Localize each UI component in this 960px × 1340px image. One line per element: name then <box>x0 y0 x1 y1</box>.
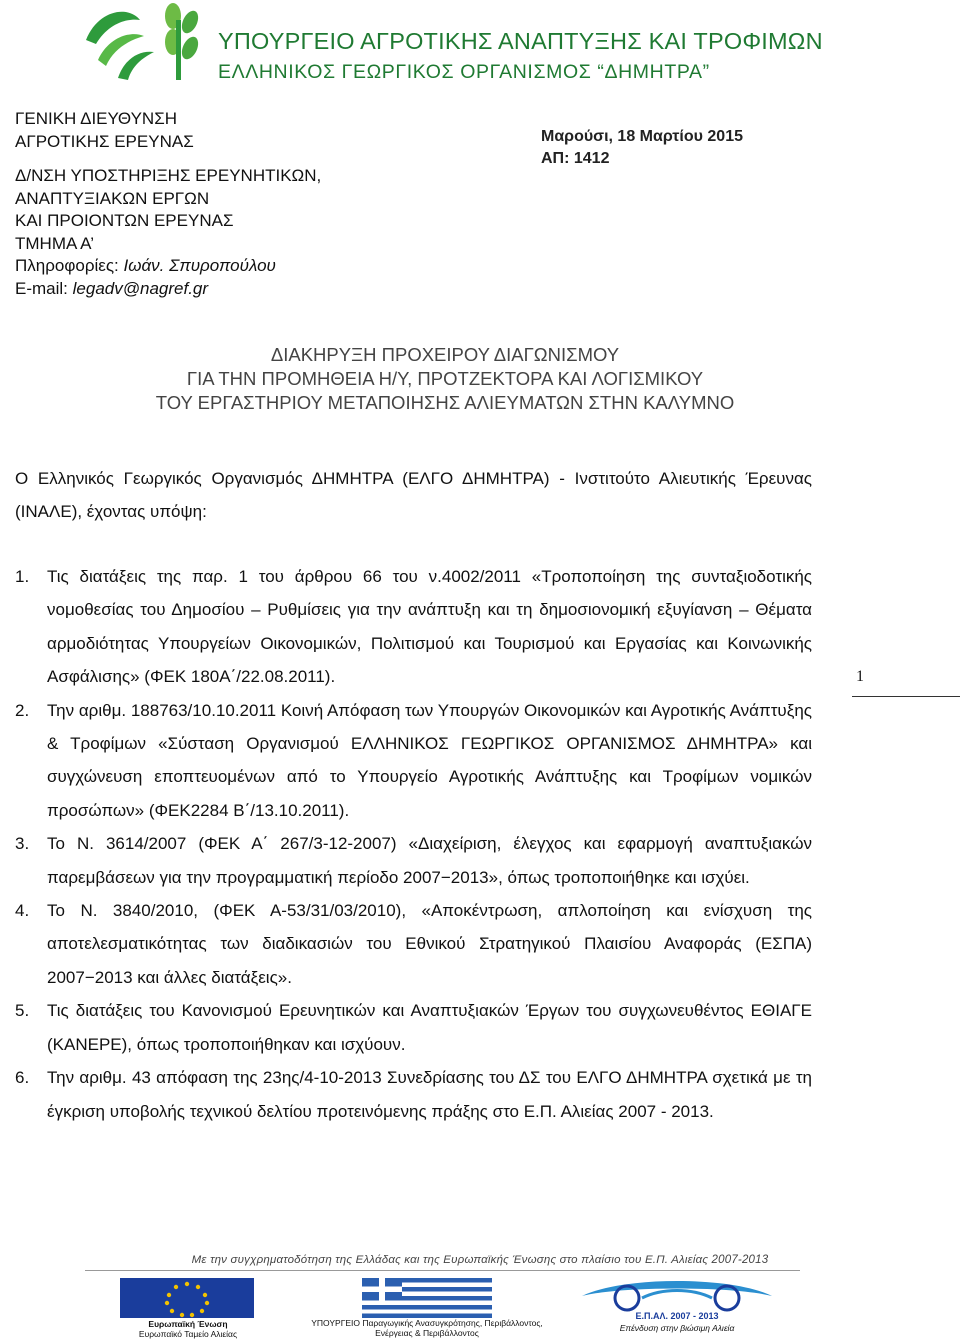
item-number: 1. <box>15 567 30 586</box>
page-number: 1 <box>856 668 864 685</box>
item-text: Την αριθμ. 43 απόφαση της 23ης/4-10-2013 Συνεδρίασης του ΔΣ του ΕΛΓΟ ΔΗΜΗΤΡΑ σχετικά με τη έγκριση υποβολής τεχνικού δελτίου προτεινόμενης πράξης στο Ε.Π. Αλιείας 2007 - 2013. <box>47 1068 812 1121</box>
item-number: 2. <box>15 700 30 720</box>
sender-line: ΑΝΑΠΤΥΞΙΑΚΩΝ ΕΡΓΩΝ <box>15 188 210 208</box>
eu-caption-line1: Ευρωπαϊκή Ένωση <box>148 1319 228 1329</box>
date-block <box>541 126 743 170</box>
epal-logo-text: Ε.Π.ΑΛ. 2007 - 2013 <box>635 1311 719 1321</box>
info-value: Ιωάν. Σπυροπούλου <box>123 256 276 275</box>
epal-caption: Επένδυση στην βιώσιμη Αλιεία <box>619 1323 735 1333</box>
page-number-rule <box>852 696 960 697</box>
organization-name: ΕΛΛΗΝΙΚΟΣ ΓΕΩΡΓΙΚΟΣ ΟΡΓΑΝΙΣΜΟΣ “ΔΗΜΗΤΡΑ” <box>218 61 710 83</box>
document-date: Μαρούσι, 18 Μαρτίου 2015 <box>541 128 743 145</box>
email-line <box>15 278 321 301</box>
info-line <box>15 255 321 278</box>
sender-line: ΓΕΝΙΚΗ ΔΙΕΥΘΥΝΣΗ <box>15 109 177 128</box>
ministry-caption-line1: ΥΠΟΥΡΓΕΙΟ Παραγωγικής Ανασυγκρότησης, Περιβάλλοντος, <box>311 1318 543 1328</box>
sender-line: ΑΓΡΟΤΙΚΗΣ ΕΡΕΥΝΑΣ <box>15 131 194 151</box>
document-title <box>0 343 890 415</box>
item-text: Τις διατάξεις της παρ. 1 του άρθρου 66 του ν.4002/2011 «Τροποποίηση της συνταξιοδοτικής νομοθεσίας του Δημοσίου – Ρυθμίσεις για την ανάπτυξη και τη δημοσιονομική εξυγίανση – Θέματα αρμοδιότητας Υπουργείων Οικονομικών, Πολιτισμού και Τουρισμού και Εργασίας και Κοινωνικής Ασφάλισης» (ΦΕΚ 180Α΄/22.08.2011). <box>47 567 812 687</box>
intro-paragraph: Ο Ελληνικός Γεωργικός Οργανισμός ΔΗΜΗΤΡΑ (ΕΛΓΟ ΔΗΜΗΤΡΑ) - Ινστιτούτο Αλιευτικής Έρευνας (ΙΝΑΛΕ), έχοντας υπόψη: <box>15 469 812 521</box>
ministry-name: ΥΠΟΥΡΓΕΙΟ ΑΓΡΟΤΙΚΗΣ ΑΝΑΠΤΥΞΗΣ ΚΑΙ ΤΡΟΦΙΜΩΝ <box>218 28 823 54</box>
info-label: Πληροφορίες: <box>15 256 119 275</box>
item-text: Το Ν. 3840/2010, (ΦΕΚ Α-53/31/03/2010), «Αποκέντρωση, απλοποίηση και ενίσχυση της αποτελεσματικότητας των διαδικασιών του Εθνικού Στρατηγικού Πλαισίου Αναφοράς (ΕΣΠΑ) 2007−2013 και άλλες διατάξεις». <box>47 901 812 987</box>
sender-line: ΚΑΙ ΠΡΟΙΟΝΤΩΝ ΕΡΕΥΝΑΣ <box>15 211 234 230</box>
item-number: 4. <box>15 901 30 921</box>
item-number: 3. <box>15 834 30 854</box>
email-link[interactable]: legadv@nagref.gr <box>72 278 209 298</box>
item-text: Την αριθμ. 188763/10.10.2011 Κοινή Απόφαση των Υπουργών Οικονομικών και Αγροτικής Ανάπτυξης & Τροφίμων «Σύσταση Οργανισμού ΕΛΛΗΝΙΚΟΣ ΓΕΩΡΓΙΚΟΣ ΟΡΓΑΝΙΣΜΟΣ ΔΗΜΗΤΡΑ» και συγχώνευση εποπτευομένων από το Υπουργείο Αγροτικής Ανάπτυξης και Τροφίμων νομικών προσώπων» (ΦΕΚ2284 Β΄/13.10.2011). <box>47 700 812 820</box>
item-text: Το Ν. 3614/2007 (ΦΕΚ Α΄ 267/3-12-2007) «Διαχείριση, έλεγχος και εφαρμογή αναπτυξιακών παρεμβάσεων για την προγραμματική περίοδο 2007−2013», όπως τροποποιήθηκε και ισχύει. <box>47 834 812 887</box>
list-item <box>15 560 812 694</box>
ministry-caption <box>300 1318 554 1338</box>
title-line: ΤΟΥ ΕΡΓΑΣΤΗΡΙΟΥ ΜΕΤΑΠΟΙΗΣΗΣ ΑΛΙΕΥΜΑΤΩΝ ΣΤΗΝ ΚΑΛΥΜΝΟ <box>155 392 735 413</box>
item-text: Τις διατάξεις του Κανονισμού Ερευνητικών και Αναπτυξιακών Έργων του συγχωνευθέντος ΕΘΙΑΓΕ (ΚΑΝΕΡΕ), όπως τροποποιήθηκαν και ισχύουν. <box>47 1001 812 1054</box>
letterhead <box>78 0 823 84</box>
title-line: ΔΙΑΚΗΡΥΞΗ ΠΡΟΧΕΙΡΟΥ ΔΙΑΓΩΝΙΣΜΟΥ <box>270 344 620 365</box>
email-label: E-mail: <box>15 278 68 298</box>
eu-caption-line2: Ευρωπαϊκό Ταμείο Αλιείας <box>138 1329 238 1339</box>
list-item <box>15 827 812 894</box>
list-item <box>15 694 812 828</box>
eu-caption <box>108 1319 268 1339</box>
greek-flag-logo-icon <box>362 1278 492 1318</box>
wheat-leaf-logo-icon <box>78 0 208 82</box>
sender-line: ΤΜΗΜΑ Α’ <box>15 233 95 253</box>
item-number: 6. <box>15 1068 30 1088</box>
sender-block <box>15 108 321 300</box>
cofunding-statement: Με την συγχρηματοδότηση της Ελλάδας και της Ευρωπαϊκής Ένωσης στο πλαίσιο του Ε.Π. Αλιείας 2007-2013 <box>191 1254 769 1266</box>
considerations-list <box>15 560 812 1128</box>
eu-flag-logo-icon <box>120 1278 254 1318</box>
item-number: 5. <box>15 1001 30 1021</box>
protocol-number: ΑΠ: 1412 <box>541 150 610 167</box>
sender-line: Δ/ΝΣΗ ΥΠΟΣΤΗΡΙΞΗΣ ΕΡΕΥΝΗΤΙΚΩΝ, <box>15 166 322 185</box>
list-item <box>15 1061 812 1128</box>
ministry-caption-line2: Ενέργειας & Περιβάλλοντος <box>375 1328 479 1338</box>
title-line: ΓΙΑ ΤΗΝ ΠΡΟΜΗΘΕΙΑ Η/Υ, ΠΡΟΤΖΕΚΤΟΡΑ ΚΑΙ ΛΟΓΙΣΜΙΚΟΥ <box>186 368 704 389</box>
footer-divider <box>85 1270 800 1271</box>
list-item <box>15 994 812 1061</box>
list-item <box>15 894 812 994</box>
